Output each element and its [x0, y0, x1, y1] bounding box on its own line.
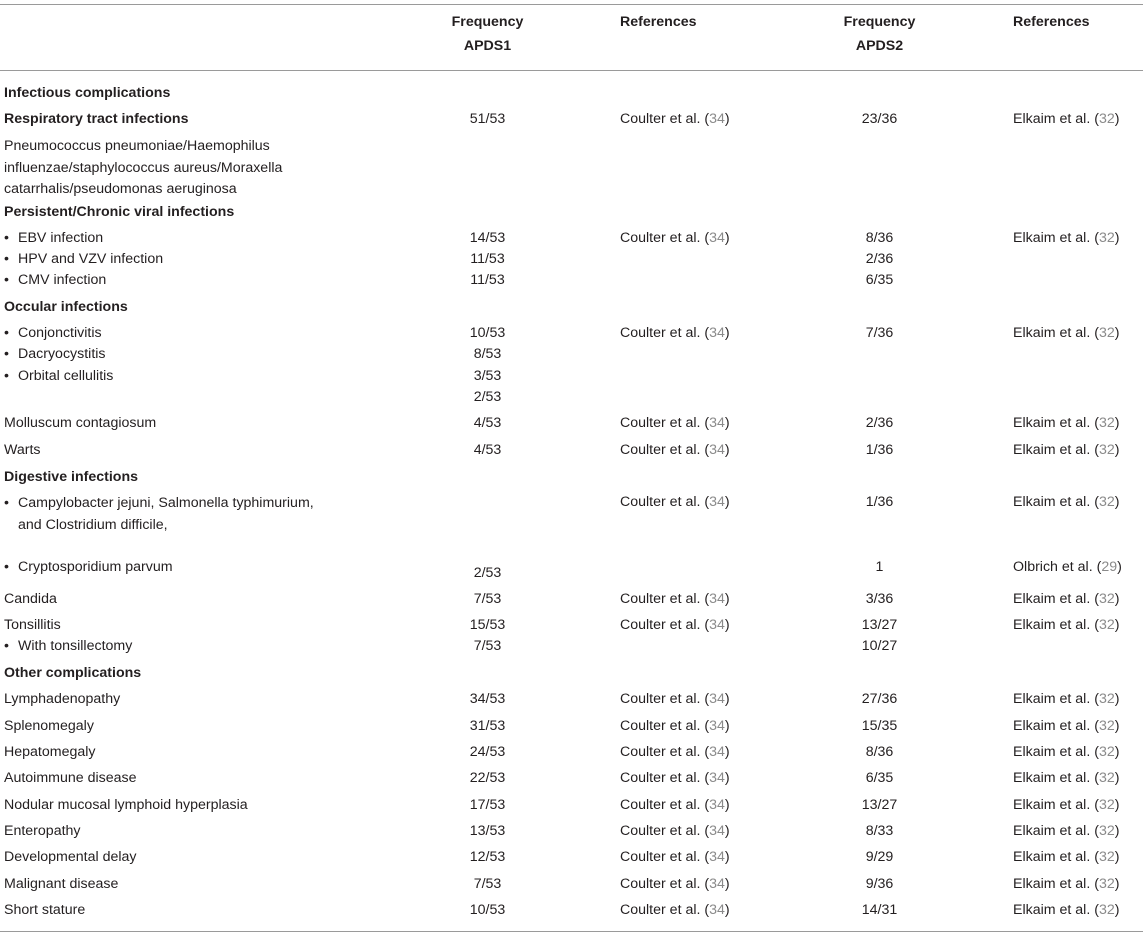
row-label-line: catarrhalis/pseudomonas aeruginosa [4, 181, 237, 197]
reference-apds1 [620, 324, 730, 342]
reference-apds1 [620, 110, 730, 128]
reference-close: ) [724, 849, 730, 865]
row-label-text: Occular infections [4, 299, 128, 315]
row-label-text: HPV and VZV infection [18, 251, 164, 267]
frequency-apds2: 7/36 [865, 325, 894, 341]
row-label-text: Short stature [4, 902, 86, 918]
row-label [4, 901, 85, 919]
reference-apds1 [620, 590, 730, 608]
row-label [4, 493, 314, 536]
reference-text: Coulter et al. ( [620, 718, 710, 734]
row-label-text: Persistent/Chronic viral infections [4, 204, 235, 220]
reference-apds1 [620, 901, 730, 919]
row-label-text: EBV infection [18, 230, 104, 246]
header-references-2: References [1013, 14, 1090, 30]
reference-number: 34 [709, 325, 725, 341]
reference-number: 34 [709, 744, 725, 760]
reference-text: Elkaim et al. ( [1013, 718, 1099, 734]
reference-number: 32 [1098, 770, 1115, 786]
reference-close: ) [1114, 876, 1120, 892]
frequency-apds2: 10/27 [861, 638, 898, 654]
row-label [4, 229, 103, 247]
reference-apds1 [620, 796, 730, 814]
reference-close: ) [724, 744, 730, 760]
reference-text: Elkaim et al. ( [1013, 823, 1099, 839]
frequency-apds2: 23/36 [861, 111, 898, 127]
row-label-line: influenzae/staphylococcus aureus/Moraxella [4, 159, 283, 176]
reference-apds2 [1013, 590, 1119, 608]
bullet-icon: • [4, 251, 9, 267]
reference-text: Elkaim et al. ( [1013, 591, 1099, 607]
reference-close: ) [1114, 111, 1120, 127]
reference-text: Coulter et al. ( [620, 494, 710, 510]
frequency-apds1: 2/53 [473, 565, 502, 581]
reference-close: ) [724, 691, 730, 707]
reference-number: 34 [709, 823, 725, 839]
reference-close: ) [1114, 591, 1120, 607]
row-label [4, 110, 189, 128]
reference-text: Elkaim et al. ( [1013, 442, 1099, 458]
row-label-text: Enteropathy [4, 823, 81, 839]
reference-apds2 [1013, 414, 1119, 432]
row-label-text: Tonsillitis [4, 617, 61, 633]
reference-number: 32 [1098, 442, 1115, 458]
row-label-text: Developmental delay [4, 849, 137, 865]
reference-text: Elkaim et al. ( [1013, 325, 1099, 341]
reference-close: ) [724, 415, 730, 431]
row-label [4, 367, 113, 385]
row-label-text: CMV infection [18, 272, 107, 288]
frequency-apds2: 9/36 [865, 876, 894, 892]
reference-close: ) [1114, 770, 1120, 786]
row-label [4, 616, 61, 634]
reference-number: 34 [709, 111, 725, 127]
reference-text: Elkaim et al. ( [1013, 691, 1099, 707]
reference-number: 34 [709, 902, 725, 918]
reference-number: 32 [1098, 797, 1115, 813]
reference-text: Olbrich et al. ( [1013, 559, 1102, 575]
row-label-text: Lymphadenopathy [4, 691, 121, 707]
row-label [4, 136, 282, 201]
row-label [4, 84, 170, 102]
row-label-text: Dacryocystitis [18, 346, 106, 362]
reference-text: Coulter et al. ( [620, 691, 710, 707]
reference-text: Elkaim et al. ( [1013, 230, 1099, 246]
reference-text: Coulter et al. ( [620, 591, 710, 607]
row-label [4, 590, 57, 608]
bottom-rule [0, 931, 1143, 932]
reference-number: 34 [709, 617, 725, 633]
reference-apds1 [620, 616, 730, 634]
row-label-text: With tonsillectomy [18, 638, 133, 654]
row-label [4, 250, 163, 268]
reference-apds1 [620, 769, 730, 787]
reference-close: ) [724, 797, 730, 813]
row-label [4, 690, 120, 708]
reference-apds2 [1013, 324, 1119, 342]
reference-text: Coulter et al. ( [620, 442, 710, 458]
reference-text: Coulter et al. ( [620, 902, 710, 918]
reference-close: ) [1114, 744, 1120, 760]
row-label-text: Autoimmune disease [4, 770, 137, 786]
reference-text: Coulter et al. ( [620, 797, 710, 813]
reference-close: ) [1114, 718, 1120, 734]
reference-number: 34 [709, 876, 725, 892]
row-label [4, 664, 141, 682]
row-label [4, 558, 173, 576]
reference-text: Coulter et al. ( [620, 415, 710, 431]
reference-number: 32 [1098, 823, 1115, 839]
header-frequency-apds2 [812, 13, 947, 55]
reference-close: ) [724, 718, 730, 734]
reference-text: Coulter et al. ( [620, 876, 710, 892]
reference-text: Coulter et al. ( [620, 744, 710, 760]
bullet-icon: • [4, 346, 9, 362]
frequency-apds1: 4/53 [473, 442, 502, 458]
row-label [4, 717, 94, 735]
frequency-apds1: 12/53 [469, 849, 506, 865]
reference-close: ) [1114, 797, 1120, 813]
reference-text: Coulter et al. ( [620, 770, 710, 786]
reference-apds1 [620, 848, 730, 866]
row-label-text: Candida [4, 591, 57, 607]
reference-close: ) [1114, 494, 1120, 510]
frequency-apds1: 24/53 [469, 744, 506, 760]
header-frequency-apds2-line2: APDS2 [855, 38, 904, 54]
reference-apds2 [1013, 616, 1119, 634]
row-label-text: Cryptosporidium parvum [18, 559, 173, 575]
frequency-apds2: 3/36 [865, 591, 894, 607]
header-frequency-apds1-line2: APDS1 [463, 38, 512, 54]
reference-close: ) [724, 876, 730, 892]
reference-apds1 [620, 690, 730, 708]
top-rule [0, 4, 1143, 5]
frequency-apds2: 6/35 [865, 770, 894, 786]
reference-apds2 [1013, 901, 1119, 919]
bullet-icon: • [4, 272, 9, 288]
bullet-icon: • [4, 495, 9, 511]
reference-close: ) [724, 823, 730, 839]
reference-number: 32 [1098, 691, 1115, 707]
reference-close: ) [724, 230, 730, 246]
row-label [4, 414, 156, 432]
reference-apds2 [1013, 769, 1119, 787]
reference-number: 34 [709, 494, 725, 510]
reference-text: Elkaim et al. ( [1013, 797, 1099, 813]
row-label-text: Nodular mucosal lymphoid hyperplasia [4, 797, 248, 813]
bullet-icon: • [4, 559, 9, 575]
header-references-1: References [620, 14, 697, 30]
frequency-apds1: 8/53 [473, 346, 502, 362]
row-label [4, 743, 96, 761]
frequency-apds2: 1/36 [865, 494, 894, 510]
row-label-line: and Clostridium difficile, [18, 516, 168, 533]
frequency-apds1: 11/53 [470, 251, 505, 267]
reference-number: 29 [1101, 559, 1118, 575]
row-label [4, 769, 137, 787]
reference-text: Coulter et al. ( [620, 325, 710, 341]
row-label [4, 875, 118, 893]
reference-apds2 [1013, 717, 1119, 735]
reference-text: Coulter et al. ( [620, 617, 710, 633]
reference-number: 32 [1098, 902, 1115, 918]
reference-close: ) [724, 902, 730, 918]
row-label [4, 345, 106, 363]
reference-number: 34 [709, 230, 725, 246]
row-label [4, 796, 248, 814]
bullet-icon: • [4, 230, 9, 246]
reference-text: Elkaim et al. ( [1013, 770, 1099, 786]
reference-number: 32 [1098, 230, 1115, 246]
header-frequency-apds2-line1: Frequency [843, 14, 916, 30]
frequency-apds1: 17/53 [469, 797, 506, 813]
reference-number: 32 [1098, 415, 1115, 431]
row-label [4, 848, 137, 866]
reference-apds2 [1013, 822, 1119, 840]
reference-apds1 [620, 493, 730, 511]
frequency-apds2: 14/31 [861, 902, 898, 918]
reference-close: ) [1114, 823, 1120, 839]
bullet-icon: • [4, 325, 9, 341]
reference-close: ) [1114, 617, 1120, 633]
reference-apds1 [620, 717, 730, 735]
frequency-apds1: 10/53 [469, 325, 506, 341]
reference-apds1 [620, 822, 730, 840]
reference-apds1 [620, 743, 730, 761]
header-frequency-apds1-line1: Frequency [451, 14, 524, 30]
frequency-apds2: 2/36 [865, 251, 894, 267]
reference-number: 34 [709, 849, 725, 865]
reference-apds2 [1013, 558, 1122, 576]
reference-number: 34 [709, 442, 725, 458]
frequency-apds1: 7/53 [473, 591, 502, 607]
reference-text: Elkaim et al. ( [1013, 849, 1099, 865]
reference-apds2 [1013, 229, 1119, 247]
reference-close: ) [1114, 902, 1120, 918]
frequency-apds2: 6/35 [865, 272, 894, 288]
frequency-apds2: 9/29 [865, 849, 894, 865]
reference-close: ) [1114, 691, 1120, 707]
frequency-apds2: 13/27 [861, 797, 898, 813]
frequency-apds2: 13/27 [861, 617, 898, 633]
reference-close: ) [1114, 325, 1120, 341]
frequency-apds2: 1/36 [865, 442, 894, 458]
reference-apds2 [1013, 441, 1119, 459]
bullet-icon: • [4, 368, 9, 384]
reference-apds2 [1013, 796, 1119, 814]
reference-apds2 [1013, 743, 1119, 761]
row-label [4, 822, 81, 840]
frequency-apds1: 51/53 [469, 111, 506, 127]
row-label-text: Splenomegaly [4, 718, 94, 734]
reference-number: 32 [1098, 591, 1115, 607]
row-label-text: Warts [4, 442, 41, 458]
reference-number: 34 [709, 591, 725, 607]
reference-number: 32 [1098, 494, 1115, 510]
frequency-apds1: 22/53 [469, 770, 506, 786]
reference-text: Elkaim et al. ( [1013, 744, 1099, 760]
reference-text: Elkaim et al. ( [1013, 617, 1099, 633]
frequency-apds1: 11/53 [470, 272, 505, 288]
reference-text: Elkaim et al. ( [1013, 111, 1099, 127]
reference-number: 34 [709, 797, 725, 813]
row-label [4, 441, 41, 459]
reference-close: ) [1114, 415, 1120, 431]
reference-text: Elkaim et al. ( [1013, 415, 1099, 431]
reference-close: ) [1117, 559, 1122, 575]
row-label [4, 298, 128, 316]
reference-close: ) [724, 111, 730, 127]
frequency-apds2: 15/35 [861, 718, 898, 734]
frequency-apds2: 2/36 [865, 415, 894, 431]
reference-close: ) [1114, 849, 1120, 865]
reference-close: ) [724, 591, 730, 607]
row-label-text: Infectious complications [4, 85, 171, 101]
row-label-text: Conjonctivitis [18, 325, 102, 341]
reference-number: 32 [1098, 718, 1115, 734]
row-label [4, 468, 138, 486]
row-label-text: Hepatomegaly [4, 744, 96, 760]
row-label-line: Pneumococcus pneumoniae/Haemophilus [4, 138, 270, 154]
reference-number: 32 [1098, 111, 1115, 127]
row-label-text: Molluscum contagiosum [4, 415, 157, 431]
reference-apds1 [620, 875, 730, 893]
reference-number: 32 [1098, 617, 1115, 633]
row-label-text: Other complications [4, 665, 142, 681]
frequency-apds1: 3/53 [473, 368, 502, 384]
reference-number: 32 [1098, 325, 1115, 341]
frequency-apds1: 15/53 [469, 617, 506, 633]
reference-number: 34 [709, 718, 725, 734]
reference-number: 32 [1098, 876, 1115, 892]
row-label-line: Campylobacter jejuni, Salmonella typhimurium, [18, 495, 314, 511]
reference-close: ) [724, 494, 730, 510]
row-label-text: Malignant disease [4, 876, 119, 892]
reference-close: ) [724, 442, 730, 458]
reference-close: ) [724, 770, 730, 786]
reference-text: Elkaim et al. ( [1013, 876, 1099, 892]
row-label [4, 324, 102, 342]
reference-text: Coulter et al. ( [620, 111, 710, 127]
frequency-apds2: 27/36 [861, 691, 898, 707]
frequency-apds1: 4/53 [473, 415, 502, 431]
reference-number: 32 [1098, 744, 1115, 760]
reference-text: Elkaim et al. ( [1013, 494, 1099, 510]
frequency-apds1: 31/53 [469, 718, 506, 734]
reference-number: 34 [709, 691, 725, 707]
frequency-apds2: 8/36 [865, 230, 894, 246]
reference-apds1 [620, 414, 730, 432]
frequency-apds2: 8/36 [865, 744, 894, 760]
frequency-apds1: 13/53 [469, 823, 506, 839]
reference-text: Coulter et al. ( [620, 230, 710, 246]
reference-close: ) [724, 325, 730, 341]
frequency-apds2: 1 [875, 559, 884, 575]
frequency-apds1: 2/53 [473, 389, 502, 405]
reference-apds2 [1013, 690, 1119, 708]
frequency-apds1: 10/53 [469, 902, 506, 918]
frequency-apds2: 8/33 [865, 823, 894, 839]
reference-close: ) [724, 617, 730, 633]
row-label [4, 271, 106, 289]
reference-apds2 [1013, 110, 1119, 128]
reference-text: Coulter et al. ( [620, 823, 710, 839]
reference-close: ) [1114, 230, 1120, 246]
reference-apds2 [1013, 875, 1119, 893]
frequency-apds1: 7/53 [473, 876, 502, 892]
frequency-apds1: 34/53 [469, 691, 506, 707]
reference-apds2 [1013, 493, 1119, 511]
frequency-apds1: 7/53 [473, 638, 502, 654]
row-label-text: Orbital cellulitis [18, 368, 114, 384]
row-label [4, 637, 132, 655]
frequency-apds1: 14/53 [469, 230, 506, 246]
row-label-text: Respiratory tract infections [4, 111, 189, 127]
reference-number: 34 [709, 415, 725, 431]
header-frequency-apds1 [420, 13, 555, 55]
reference-text: Coulter et al. ( [620, 849, 710, 865]
reference-apds2 [1013, 848, 1119, 866]
reference-text: Elkaim et al. ( [1013, 902, 1099, 918]
reference-number: 34 [709, 770, 725, 786]
reference-number: 32 [1098, 849, 1115, 865]
reference-apds1 [620, 441, 730, 459]
reference-close: ) [1114, 442, 1120, 458]
row-label [4, 203, 234, 221]
bullet-icon: • [4, 638, 9, 654]
row-label-text: Digestive infections [4, 469, 139, 485]
header-rule [0, 70, 1143, 71]
reference-apds1 [620, 229, 730, 247]
